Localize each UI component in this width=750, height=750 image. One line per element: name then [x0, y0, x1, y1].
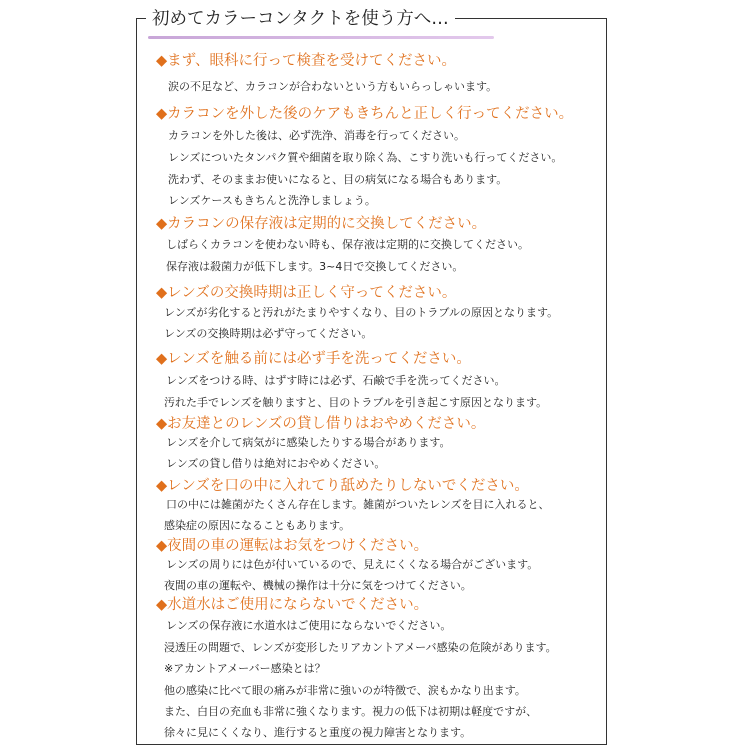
section-line: レンズの交換時期は必ず守ってください。	[164, 327, 373, 340]
section-line: 浸透圧の問題で、レンズが変形したリアカントアメーバ感染の危険があります。	[164, 641, 557, 654]
section-heading: ◆カラコンを外した後のケアもきちんと正しく行ってください。	[156, 106, 574, 122]
section-line: 感染症の原因になることもあります。	[164, 519, 351, 532]
section-line: レンズが劣化すると汚れがたまりやすくなり、目のトラブルの原因となります。	[164, 306, 559, 319]
section-line: レンズケースもきちんと洗浄しましょう。	[168, 194, 376, 207]
section-line: カラコンを外した後は、必ず洗浄、消毒を行ってください。	[168, 129, 465, 142]
section-line: 保存液は殺菌力が低下します。3~4日で交換してください。	[166, 260, 464, 273]
section-line: レンズについたタンパク質や細菌を取り除く為、こすり洗いも行ってください。	[168, 151, 563, 164]
section-heading: ◆カラコンの保存液は定期的に交換してください。	[156, 216, 487, 232]
section-line: レンズをつける時、はずす時には必ず、石鹸で手を洗ってください。	[166, 374, 506, 387]
section-heading: ◆水道水はご使用にならないでください。	[156, 597, 429, 613]
section-heading: ◆お友達とのレンズの貸し借りはおやめください。	[156, 416, 486, 432]
section-heading: ◆レンズを口の中に入れてり舐めたりしないでください。	[156, 478, 529, 494]
section-line: レンズの周りには色が付いているので、見えにくくなる場合がございます。	[166, 558, 539, 571]
section-line: 徐々に見にくくなり、進行すると重度の視力障害となります。	[164, 726, 472, 739]
section-line: 夜間の車の運転や、機械の操作は十分に気をつけてください。	[164, 579, 472, 592]
section-line: レンズを介して病気がに感染したりする場合があります。	[166, 436, 451, 449]
section-line: また、白目の充血も非常に強くなります。視力の低下は初期は軽度ですが、	[164, 705, 538, 718]
section-line: 涙の不足など、カラコンが合わないという方もいらっしゃいます。	[168, 80, 498, 93]
section-heading: ◆レンズを触る前には必ず手を洗ってください。	[156, 351, 471, 367]
section-line: しばらくカラコンを使わない時も、保存液は定期的に交換してください。	[166, 238, 529, 251]
page-title: 初めてカラーコンタクトを使う方へ…	[146, 7, 455, 31]
section-heading: ◆まず、眼科に行って検査を受けてください。	[156, 53, 456, 69]
section-heading: ◆レンズの交換時期は正しく守ってください。	[156, 285, 457, 301]
section-line: 口の中には雑菌がたくさん存在します。雑菌がついたレンズを目に入れると、	[166, 498, 550, 511]
section-line: 洗わず、そのままお使いになると、目の病気になる場合もあります。	[168, 173, 508, 186]
section-line: ※アカントアメーバー感染とは？	[164, 662, 326, 675]
section-line: レンズの保存液に水道水はご使用にならないでください。	[166, 619, 452, 632]
section-line: 汚れた手でレンズを触りますと、目のトラブルを引き起こす原因となります。	[164, 396, 548, 409]
section-line: 他の感染に比べて眼の痛みが非常に強いのが特徴で、涙もかなり出ます。	[164, 684, 526, 697]
section-heading: ◆夜間の車の運転はお気をつけください。	[156, 538, 429, 554]
section-line: レンズの貸し借りは絶対におやめください。	[166, 457, 386, 470]
